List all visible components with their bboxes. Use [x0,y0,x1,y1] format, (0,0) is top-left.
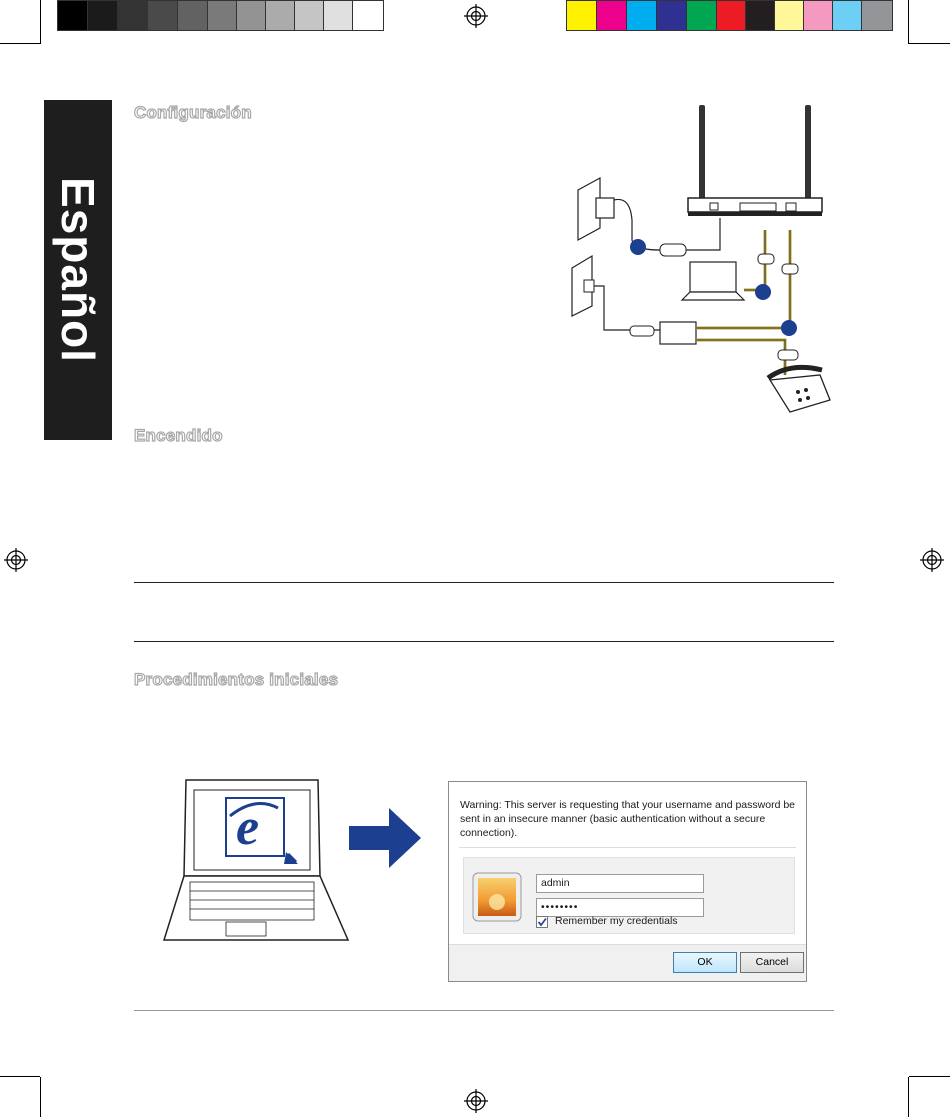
user-avatar-icon [472,872,522,922]
process-color-bar [566,0,893,31]
ok-button[interactable]: OK [673,952,737,973]
laptop-icon [682,262,744,300]
laptop-browser-illustration [160,778,352,950]
setup-diagram [560,100,840,420]
registration-mark-icon [4,548,28,572]
power-outlet-icon [578,178,720,256]
crop-mark [909,1076,950,1077]
registration-mark-icon [920,548,944,572]
arrow-right-icon [349,808,421,868]
color-swatch [567,1,597,30]
gray-swatch [148,1,178,30]
color-swatch [775,1,804,30]
gray-swatch [266,1,295,30]
registration-mark-icon [464,4,488,28]
gray-swatch [295,1,324,30]
language-label: Español [52,177,104,363]
color-swatch [717,1,746,30]
color-swatch [804,1,833,30]
step-marker-icon [781,320,797,336]
gray-swatch [208,1,237,30]
dialog-button-bar [449,944,806,981]
splitter-icon [660,322,696,344]
gray-swatch [324,1,353,30]
phone-jack-icon [572,256,660,336]
crop-mark [908,1077,909,1117]
password-input[interactable]: •••••••• [536,898,704,917]
router-icon [688,105,822,216]
color-swatch [627,1,657,30]
login-dialog [448,781,807,982]
heading-encendido: Encendido [134,426,223,445]
note-rule-top [134,582,834,583]
color-swatch [833,1,862,30]
heading-configuracion: Configuración [134,103,252,122]
crop-mark [40,1077,41,1117]
note-rule-bottom [134,641,834,642]
footer-rule [134,1010,834,1011]
color-swatch [597,1,627,30]
credentials-panel [463,857,795,934]
security-warning-text: Warning: This server is requesting that your username and password be sent in an insecure manner (basic authentication without a secure connection). [460,799,796,839]
grayscale-color-bar [57,0,384,31]
crop-mark [909,43,950,44]
username-input[interactable]: admin [536,874,704,893]
gray-swatch [178,1,208,30]
gray-swatch [88,1,118,30]
dialog-separator [459,847,796,848]
gray-swatch [118,1,148,30]
gray-swatch [353,1,383,30]
language-side-tab [44,100,112,440]
step-marker-icon [630,239,646,255]
gray-swatch [237,1,266,30]
crop-mark [0,1076,40,1077]
gray-swatch [58,1,88,30]
step-marker-icon [755,284,771,300]
color-swatch [657,1,687,30]
crop-mark [908,0,909,44]
heading-procedimientos: Procedimientos iniciales [134,670,339,689]
registration-mark-icon [464,1089,488,1113]
crop-mark [40,0,41,44]
remember-checkbox[interactable] [536,916,548,928]
cancel-button[interactable]: Cancel [740,952,804,973]
telephone-icon [768,367,830,412]
svg-text:e: e [236,799,260,856]
checkmark-icon [537,917,547,927]
color-swatch [746,1,775,30]
color-swatch [687,1,717,30]
color-swatch [862,1,892,30]
crop-mark [0,43,40,44]
remember-label: Remember my credentials [555,915,678,927]
